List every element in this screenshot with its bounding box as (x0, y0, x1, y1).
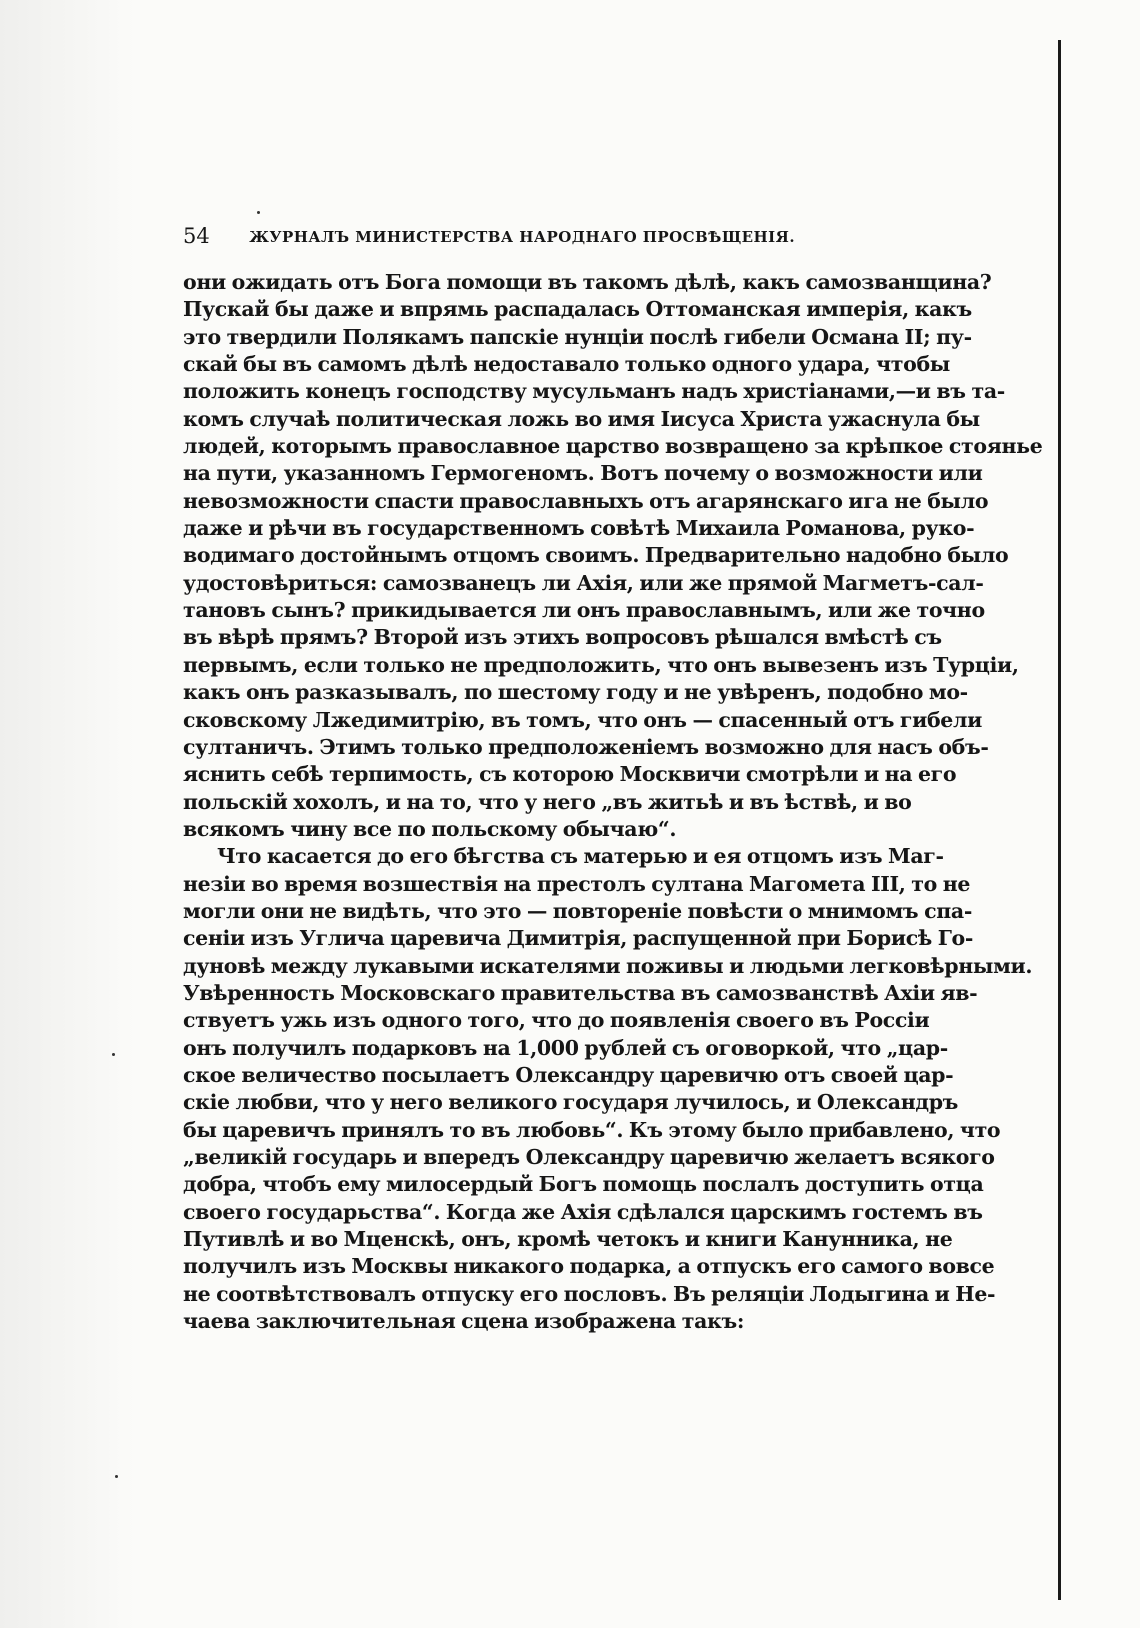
text-line: польскій хохолъ, и на то, что у него „въ житьѣ и въ ѣствѣ, и во (183, 789, 912, 814)
paragraph (183, 843, 1033, 1335)
text-line: первымъ, если только не предположить, что онъ вывезенъ изъ Турціи, (183, 652, 1019, 677)
text-line: тановъ сынъ? прикидывается ли онъ православнымъ, или же точно (183, 598, 985, 623)
text-line: людей, которымъ православное царство возвращено за крѣпкое стоянье (183, 434, 1043, 459)
running-title: ЖУРНАЛЪ МИНИСТЕРСТВА НАРОДНАГО ПРОСВѢЩЕНІЯ. (249, 228, 795, 246)
text-line: Пускай бы даже и впрямь распадалась Оттоманская имперія, какъ (183, 297, 972, 322)
text-line: сковскому Лжедимитрію, въ томъ, что онъ — спасенный отъ гибели (183, 707, 982, 732)
text-line: они ожидать отъ Бога помощи въ такомъ дѣлѣ, какъ самозванщина? (183, 270, 992, 294)
text-line: дуновѣ между лукавыми искателями поживы и людьми легковѣрными. (183, 953, 1033, 978)
text-line: онъ получилъ подарковъ на 1,000 рублей съ оговоркой, что „цар- (183, 1035, 948, 1060)
text-line: положить конецъ господству мусульманъ надъ христіанами,—и въ та- (183, 379, 1005, 404)
text-line: удостовѣриться: самозванецъ ли Ахія, или же прямой Магметъ-сал- (183, 570, 984, 595)
text-line: всякомъ чину все по польскому обычаю“. (183, 816, 677, 841)
text-line: своего государьства“. Когда же Ахія сдѣлался царскимъ гостемъ въ (183, 1199, 983, 1224)
text-line: скай бы въ самомъ дѣлѣ недоставало только одного удара, чтобы (183, 352, 950, 377)
text-line: бы царевичъ принялъ то въ любовь“. Къ этому было прибавлено, что (183, 1117, 1001, 1142)
text-line: даже и рѣчи въ государственномъ совѣтѣ Михаила Романова, руко- (183, 516, 975, 541)
text-line: это твердили Полякамъ папскіе нунціи послѣ гибели Османа II; пу- (183, 324, 972, 349)
text-line: на пути, указанномъ Гермогеномъ. Вотъ почему о возможности или (183, 461, 983, 486)
scan-speck (115, 1475, 118, 1478)
scan-margin-shadow (0, 0, 135, 1628)
scan-speck (112, 1053, 115, 1056)
text-line: какъ онъ разказывалъ, по шестому году и не увѣренъ, подобно мо- (183, 680, 968, 705)
body-text (183, 269, 1043, 1335)
text-line: въ вѣрѣ прямъ? Второй изъ этихъ вопросовъ рѣшался вмѣстѣ съ (183, 625, 942, 650)
page-edge-line (1058, 40, 1061, 1600)
text-line: Что касается до его бѣгства съ матерью и ея отцомъ изъ Маг- (217, 844, 944, 869)
text-line: чаева заключительная сцена изображена такъ: (183, 1309, 745, 1334)
text-line: невозможности спасти православныхъ отъ агарянскаго ига не было (183, 488, 989, 513)
text-line: водимаго достойнымъ отцомъ своимъ. Предварительно надобно было (183, 543, 1009, 568)
text-line: могли они не видѣть, что это — повтореніе повѣсти о мнимомъ спа- (183, 898, 972, 923)
text-line: Путивлѣ и во Мценскѣ, онъ, кромѣ четокъ и книги Канунника, не (183, 1227, 953, 1252)
text-line: Увѣренность Московскаго правительства въ самозванствѣ Ахіи яв- (183, 980, 978, 1005)
text-line: скіе любви, что у него великого государя лучилось, и Олександръ (183, 1090, 959, 1115)
scan-speck (257, 211, 260, 214)
text-line: добра, чтобъ ему милосердый Богъ помощь послалъ доступить отца (183, 1172, 984, 1197)
text-line: султаничъ. Этимъ только предположеніемъ возможно для насъ объ- (183, 734, 989, 759)
text-line: комъ случаѣ политическая ложь во имя Іисуса Христа ужаснула бы (183, 406, 980, 431)
text-line: незіи во время возшествія на престолъ султана Магомета III, то не (183, 871, 971, 896)
text-line: ское величество посылаетъ Олександру царевичю отъ своей цар- (183, 1062, 954, 1087)
paragraph (183, 269, 1043, 843)
text-line: ствуетъ ужь изъ одного того, что до появленія своего въ Россіи (183, 1008, 930, 1033)
text-line: яснить себѣ терпимость, съ которою Москвичи смотрѣли и на его (183, 762, 957, 787)
text-line: сеніи изъ Углича царевича Димитрія, распущенной при Борисѣ Го- (183, 926, 974, 951)
text-line: не соотвѣтствовалъ отпуску его пословъ. Въ реляціи Лодыгина и Не- (183, 1281, 996, 1306)
page-number: 54 (183, 224, 210, 248)
page-header (183, 222, 795, 250)
text-line: „великій государь и впередъ Олександру царевичю желаетъ всякого (183, 1145, 995, 1169)
text-line: получилъ изъ Москвы никакого подарка, а отпускъ его самого вовсе (183, 1254, 995, 1279)
